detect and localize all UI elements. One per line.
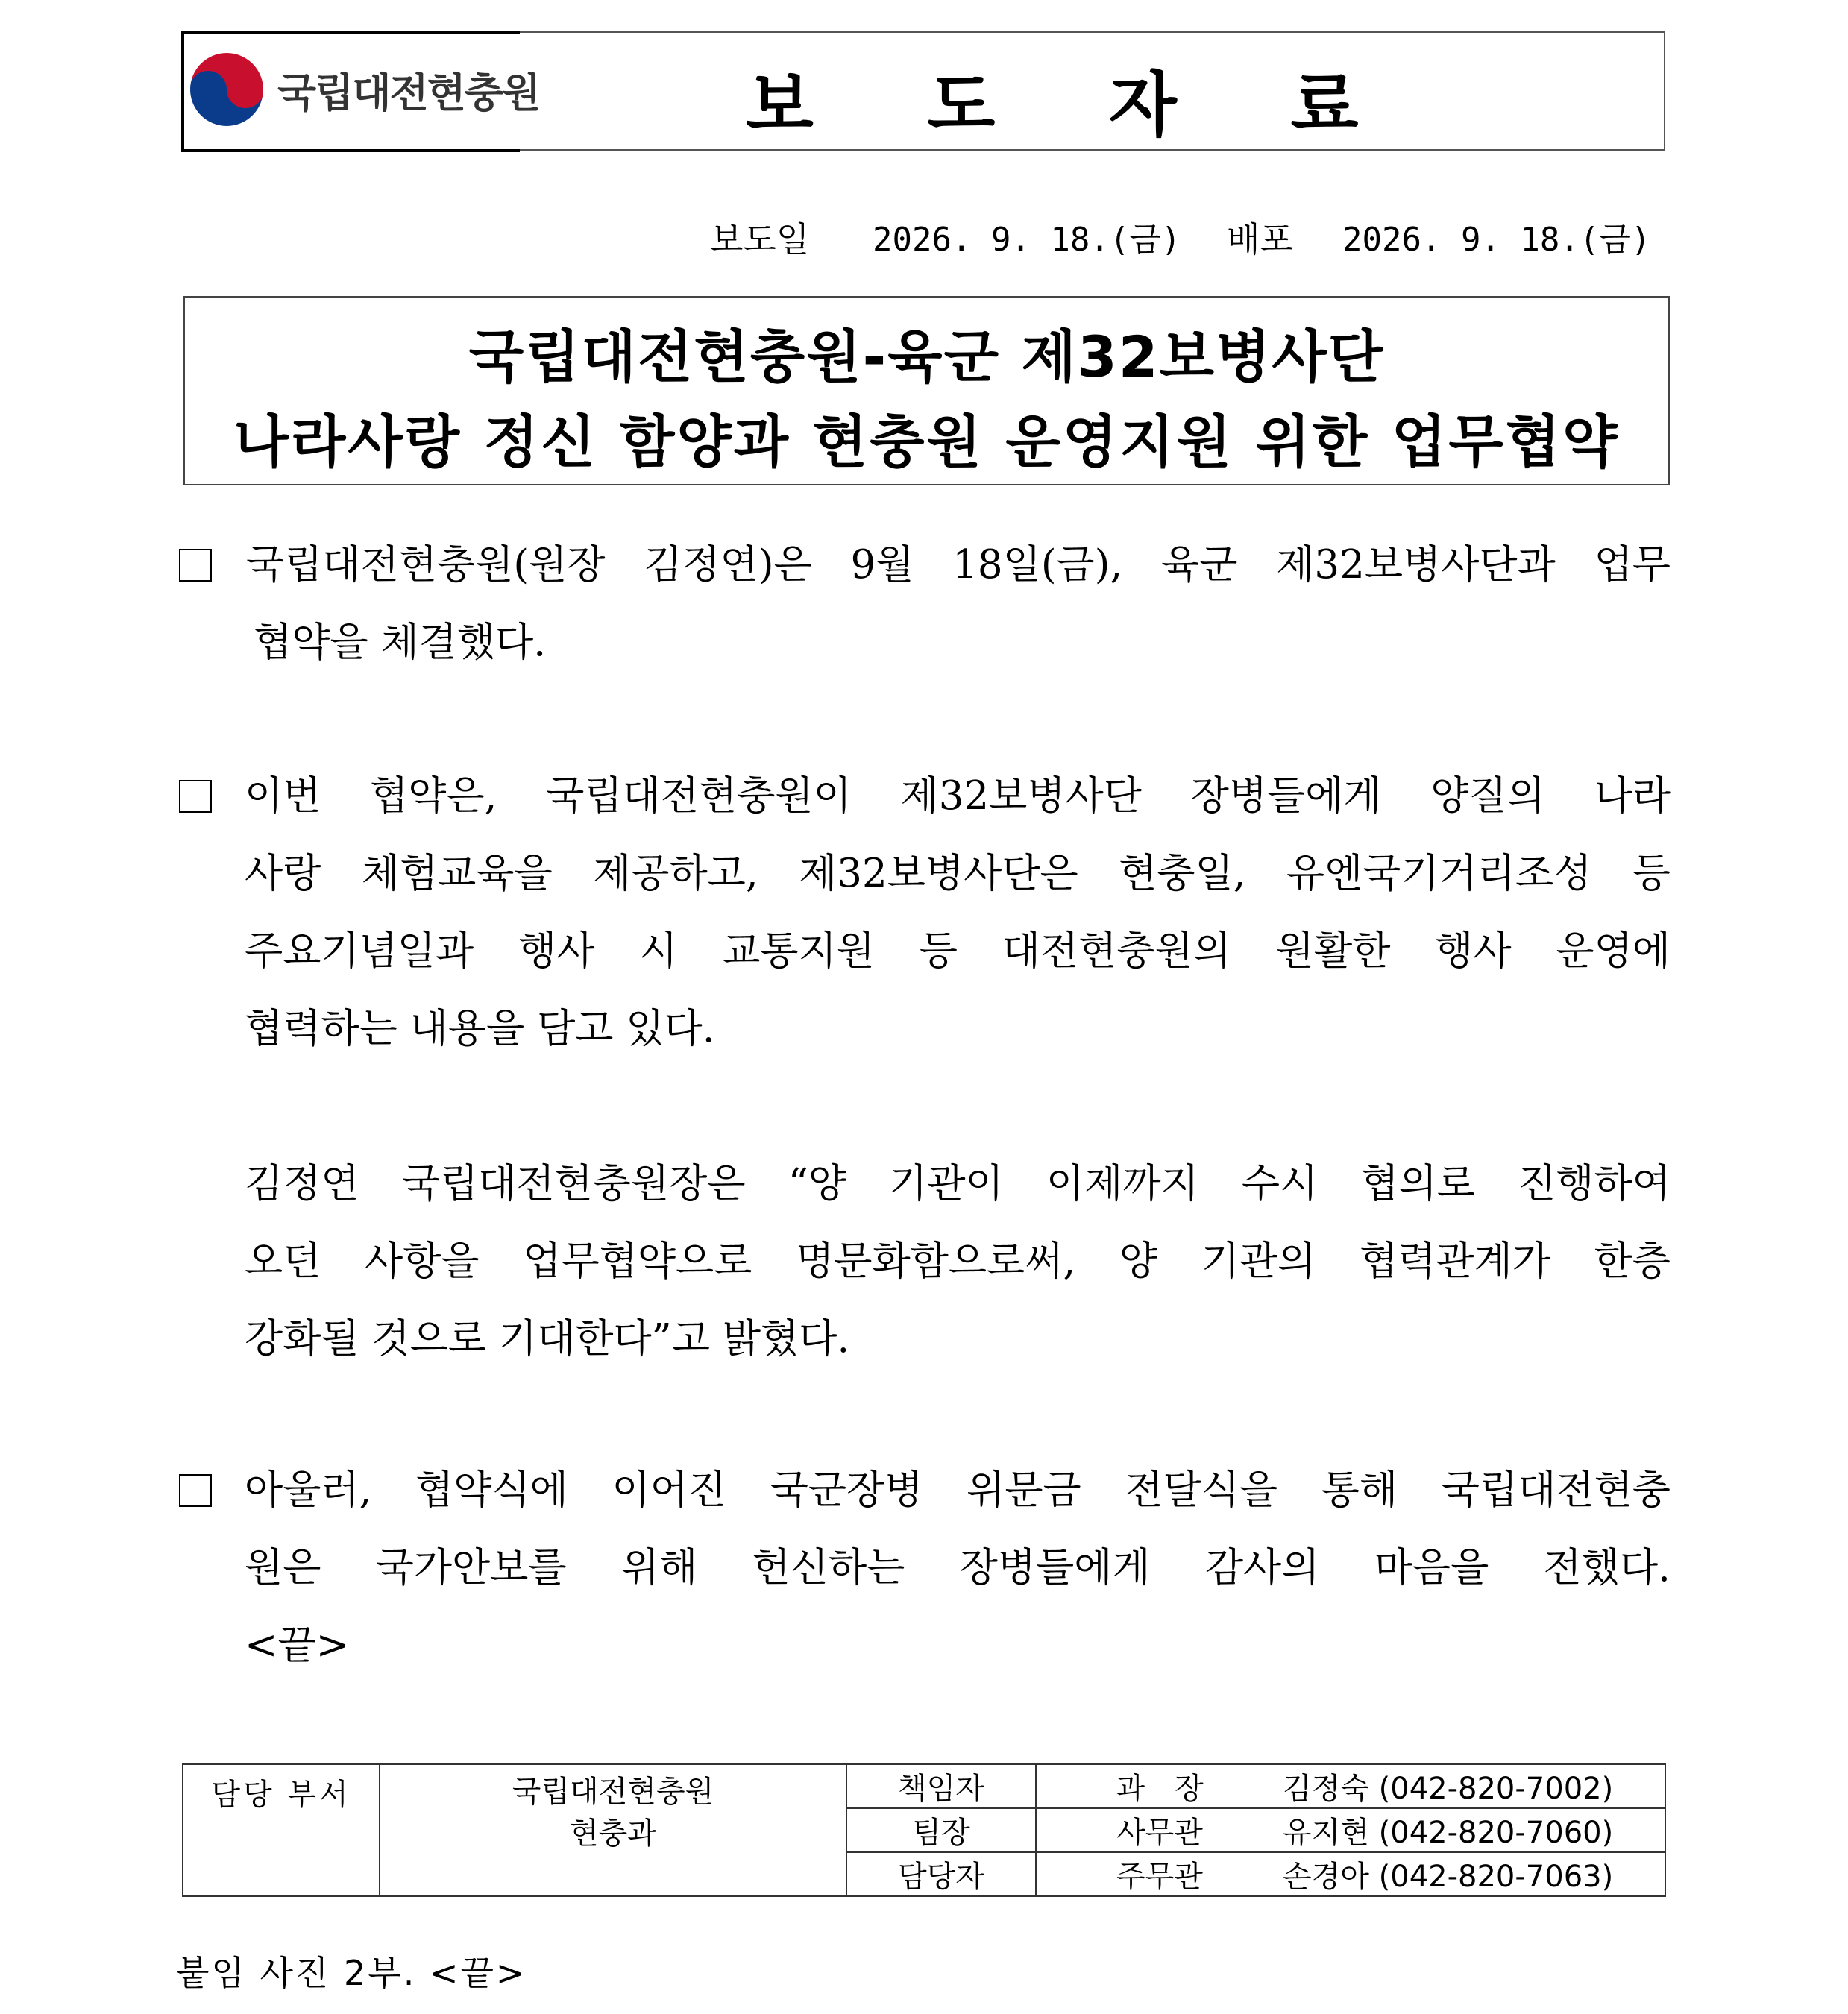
paragraph-4-line-1: 아울러, 협약식에 이어진 국군장병 위문금 전달식을 통해 국립대전현충	[245, 1467, 1671, 1513]
paragraph-3-line-2: 오던 사항을 업무협약으로 명문화함으로써, 양 기관의 협력관계가 한층	[245, 1239, 1671, 1284]
paragraph-3-line-1: 김정연 국립대전현충원장은 “양 기관이 이제까지 수시 협의로 진행하여	[245, 1161, 1671, 1206]
paragraph-3-quote	[245, 1145, 1671, 1378]
paragraph-2-line-1: 이번 협약은, 국립대전현충원이 제32보병사단 장병들에게 양질의 나라	[245, 773, 1671, 819]
distribution-date-value: 2026. 9. 18.(금)	[1342, 221, 1651, 259]
contact-title: 주무관	[1116, 1860, 1203, 1894]
contact-title: 사무관	[1116, 1816, 1203, 1850]
contact-role: 책임자	[846, 1764, 1036, 1808]
contact-info	[1036, 1764, 1665, 1808]
contact-name-phone: 손경아 (042-820-7063)	[1283, 1860, 1614, 1894]
contact-name-phone: 유지현 (042-820-7060)	[1283, 1816, 1614, 1850]
paragraph-4-line-2: 원은 국가안보를 위해 헌신하는 장병들에게 감사의 마음을 전했다.	[245, 1545, 1671, 1590]
release-date-value: 2026. 9. 18.(금)	[873, 221, 1181, 259]
contact-role: 팀장	[846, 1808, 1036, 1852]
contact-title: 과 장	[1116, 1772, 1204, 1806]
headline-line-2: 나라사랑 정신 함양과 현충원 운영지원 위한 업무협약	[233, 409, 1620, 475]
distribution-date-label: 배포	[1227, 219, 1293, 259]
contact-info	[1036, 1852, 1665, 1896]
paragraph-1-line-2: 협약을 체결했다.	[254, 620, 547, 665]
paragraph-2-line-2: 사랑 체험교육을 제공하고, 제32보병사단은 현충일, 유엔국기거리조성 등	[245, 851, 1671, 896]
paragraph-4-end-mark: <끝>	[245, 1623, 350, 1668]
document-type-title: 보 도 자 료	[746, 65, 1404, 146]
paragraph-1	[246, 526, 1671, 682]
paragraph-2	[245, 758, 1671, 1068]
contact-name-phone: 김정숙 (042-820-7002)	[1283, 1772, 1614, 1806]
dept-name-line-2: 현충과	[570, 1816, 656, 1851]
bullet-checkbox-icon	[179, 780, 212, 813]
paragraph-2-line-4: 협력하는 내용을 담고 있다.	[245, 1006, 715, 1051]
dept-label: 담당 부서	[183, 1764, 380, 1896]
contact-table	[182, 1763, 1666, 1897]
dept-name	[380, 1764, 846, 1896]
contact-role: 담당자	[846, 1852, 1036, 1896]
paragraph-1-line-1: 국립대전현충원(원장 김정연)은 9월 18일(금), 육군 제32보병사단과 업무	[246, 542, 1671, 588]
org-logo-text: 국립대전현충원	[277, 69, 540, 116]
bullet-checkbox-icon	[179, 1474, 212, 1507]
attachment-note: 붙임 사진 2부. <끝>	[176, 1953, 527, 1993]
paragraph-3-line-3: 강화될 것으로 기대한다”고 밝혔다.	[245, 1316, 850, 1362]
bullet-checkbox-icon	[179, 549, 212, 582]
paragraph-2-line-3: 주요기념일과 행사 시 교통지원 등 대전현충원의 원활한 행사 운영에	[245, 928, 1671, 974]
contact-info	[1036, 1808, 1665, 1852]
government-emblem-icon	[185, 33, 268, 146]
dept-name-line-1: 국립대전현충원	[512, 1775, 714, 1809]
headline-line-1: 국립대전현충원-육군 제32보병사단	[468, 324, 1385, 390]
release-date-label: 보도일	[710, 219, 810, 259]
table-row	[183, 1764, 1665, 1808]
paragraph-4	[245, 1452, 1671, 1684]
